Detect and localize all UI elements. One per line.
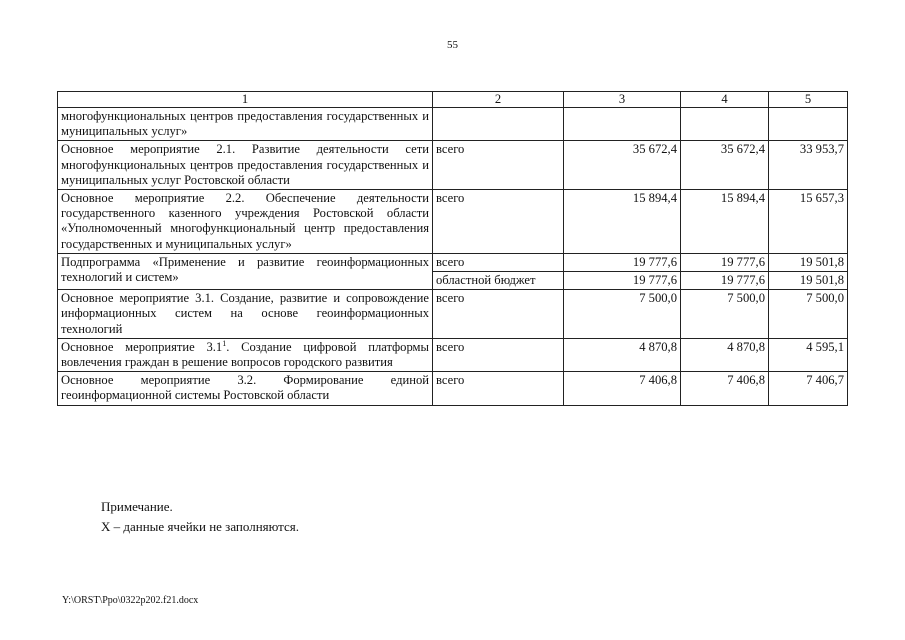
row-value-4: 7 406,8 [681,372,769,405]
header-col-5: 5 [769,92,848,108]
budget-table [57,91,848,406]
row-name: многофункциональных центров предоставления государственных и муниципальных услуг» [58,108,433,141]
row-value-5: 19 501,8 [769,253,848,271]
header-col-3: 3 [564,92,681,108]
row-value-4: 19 777,6 [681,253,769,271]
row-source: всего [433,190,564,254]
table-row [58,253,848,271]
row-value-3: 35 672,4 [564,141,681,190]
row-value-5: 33 953,7 [769,141,848,190]
table-row [58,372,848,405]
table-row [58,290,848,339]
row-name-suffix: . Создание цифровой платформы вовлечения граждан в решение вопросов городского развития [61,339,429,370]
row-value-3: 19 777,6 [564,272,681,290]
table-row [58,338,848,371]
row-value-5: 7 500,0 [769,290,848,339]
row-name-superscript: 1 [222,338,227,348]
header-col-4: 4 [681,92,769,108]
row-value-4: 35 672,4 [681,141,769,190]
row-value-3 [564,108,681,141]
row-name: Подпрограмма «Применение и развитие геоинформационных технологий и систем» [58,253,433,289]
row-source: всего [433,338,564,371]
row-source: всего [433,372,564,405]
row-value-4 [681,108,769,141]
header-col-2: 2 [433,92,564,108]
row-name: Основное мероприятие 2.1. Развитие деятельности сети многофункциональных центров предоставления государственных и муниципальных услуг Ростовской области [58,141,433,190]
row-value-4: 4 870,8 [681,338,769,371]
notes-title: Примечание. [101,499,173,514]
document-file-path: Y:\ORST\Ppo\0322p202.f21.docx [62,595,199,606]
row-value-5: 4 595,1 [769,338,848,371]
header-col-1: 1 [58,92,433,108]
row-name: Основное мероприятие 2.2. Обеспечение деятельности государственного казенного учреждения Ростовской области «Уполномоченный многофункциональный центр предоставления государственных и муниципальных услуг» [58,190,433,254]
row-value-5 [769,108,848,141]
row-name-prefix: Основное мероприятие 3.1 [61,339,223,354]
table-row [58,190,848,254]
notes-block [101,497,299,537]
row-name: Основное мероприятие 3.1. Создание, развитие и сопровождение информационных систем на основе геоинформационных технологий [58,290,433,339]
row-value-3: 15 894,4 [564,190,681,254]
row-value-4: 19 777,6 [681,272,769,290]
row-value-5: 15 657,3 [769,190,848,254]
row-source: всего [433,290,564,339]
row-value-4: 7 500,0 [681,290,769,339]
row-source: всего [433,253,564,271]
row-value-3: 19 777,6 [564,253,681,271]
row-value-5: 19 501,8 [769,272,848,290]
row-name [58,338,433,371]
row-source [433,108,564,141]
row-value-4: 15 894,4 [681,190,769,254]
row-value-3: 7 500,0 [564,290,681,339]
row-source: областной бюджет [433,272,564,290]
row-source: всего [433,141,564,190]
notes-text: Х – данные ячейки не заполняются. [101,519,300,534]
table-header-row [58,92,848,108]
row-value-3: 7 406,8 [564,372,681,405]
row-value-5: 7 406,7 [769,372,848,405]
page-number: 55 [447,39,458,51]
table-row [58,141,848,190]
row-value-3: 4 870,8 [564,338,681,371]
row-name: Основное мероприятие 3.2. Формирование единой геоинформационной системы Ростовской области [58,372,433,405]
table-row [58,108,848,141]
